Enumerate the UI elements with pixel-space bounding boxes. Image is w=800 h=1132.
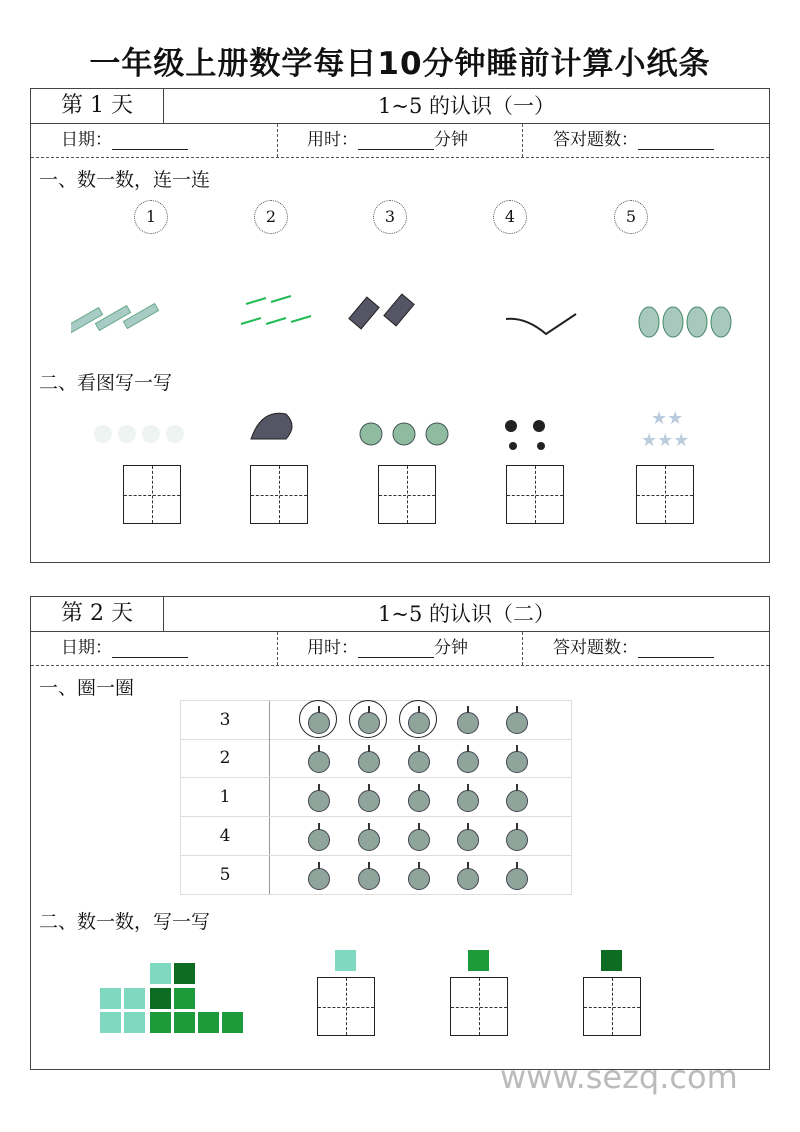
write-box[interactable] bbox=[250, 465, 308, 524]
apple-icon[interactable] bbox=[457, 712, 479, 734]
time-label: 用时： bbox=[307, 130, 358, 150]
number-circle[interactable]: 3 bbox=[373, 200, 407, 234]
time-field[interactable] bbox=[358, 131, 434, 150]
date-field[interactable] bbox=[112, 639, 188, 658]
write-box[interactable] bbox=[506, 465, 564, 524]
day1-info-row bbox=[31, 124, 769, 158]
time-unit: 分钟 bbox=[434, 130, 468, 150]
circle-mark bbox=[299, 700, 337, 738]
mid-block-sample bbox=[468, 950, 489, 971]
apple-icon[interactable] bbox=[308, 751, 330, 773]
mid-block bbox=[150, 1012, 171, 1033]
divider bbox=[277, 124, 278, 157]
number-circle[interactable]: 5 bbox=[614, 200, 648, 234]
apple-icon[interactable] bbox=[506, 829, 528, 851]
dark-block bbox=[150, 988, 171, 1009]
apple-icon[interactable] bbox=[457, 751, 479, 773]
write-box[interactable] bbox=[583, 977, 641, 1036]
svg-text:★★★: ★★★ bbox=[641, 430, 690, 451]
row-count: 1 bbox=[181, 778, 270, 816]
row-count: 3 bbox=[181, 701, 270, 739]
divider bbox=[277, 632, 278, 665]
pineapples-icon bbox=[639, 307, 731, 337]
day2-header bbox=[31, 597, 769, 632]
day1-card bbox=[30, 88, 770, 563]
page-title: 一年级上册数学每日10分钟睡前计算小纸条 bbox=[89, 46, 711, 82]
apple-icon[interactable] bbox=[408, 868, 430, 890]
erasers-icon bbox=[349, 294, 414, 329]
number-circle[interactable]: 1 bbox=[134, 200, 168, 234]
light-block bbox=[100, 1012, 121, 1033]
divider bbox=[522, 124, 523, 157]
light-block bbox=[124, 1012, 145, 1033]
light-block bbox=[100, 988, 121, 1009]
light-block-sample bbox=[335, 950, 356, 971]
write-box[interactable] bbox=[636, 465, 694, 524]
apple-icon[interactable] bbox=[308, 868, 330, 890]
apple-icon[interactable] bbox=[457, 868, 479, 890]
apple-icon[interactable] bbox=[358, 829, 380, 851]
apple-icon[interactable] bbox=[457, 829, 479, 851]
date-label: 日期： bbox=[61, 130, 112, 150]
apple-icon[interactable] bbox=[506, 712, 528, 734]
day1-title: 1~5 的认识（一） bbox=[378, 94, 555, 118]
day2-section2-heading: 二、数一数，写一写 bbox=[39, 911, 211, 933]
day2-title: 1~5 的认识（二） bbox=[378, 602, 555, 626]
apple-icon[interactable] bbox=[506, 868, 528, 890]
book-icon bbox=[506, 314, 576, 334]
apple-icon[interactable] bbox=[308, 790, 330, 812]
time-field[interactable] bbox=[358, 639, 434, 658]
snowmen-icon bbox=[94, 425, 184, 443]
dark-block bbox=[174, 963, 195, 984]
circle-mark bbox=[349, 700, 387, 738]
write-box[interactable] bbox=[378, 465, 436, 524]
day1-header bbox=[31, 89, 769, 124]
time-label: 用时： bbox=[307, 638, 358, 658]
day1-section2-heading: 二、看图写一写 bbox=[39, 372, 173, 394]
light-block bbox=[124, 988, 145, 1009]
apples-icon bbox=[360, 423, 448, 445]
write-box[interactable] bbox=[123, 465, 181, 524]
divider bbox=[522, 632, 523, 665]
dark-block-sample bbox=[601, 950, 622, 971]
day2-label: 第 2 天 bbox=[31, 597, 164, 631]
apple-icon[interactable] bbox=[358, 751, 380, 773]
row-count: 2 bbox=[181, 739, 270, 777]
correct-field[interactable] bbox=[638, 131, 714, 150]
apple-icon[interactable] bbox=[506, 790, 528, 812]
candies-icon bbox=[241, 296, 311, 324]
date-field[interactable] bbox=[112, 131, 188, 150]
day1-match-pictures bbox=[71, 284, 751, 344]
apple-icon[interactable] bbox=[358, 790, 380, 812]
correct-field[interactable] bbox=[638, 639, 714, 658]
pandas-icon bbox=[505, 420, 545, 450]
row-count: 5 bbox=[181, 856, 270, 894]
stars-icon bbox=[641, 408, 689, 451]
day1-section1-heading: 一、数一数，连一连 bbox=[39, 169, 211, 191]
row-count: 4 bbox=[181, 817, 270, 855]
day2-info-row bbox=[31, 632, 769, 666]
watermark: www.sezq.com bbox=[500, 1058, 738, 1096]
mid-block bbox=[174, 1012, 195, 1033]
apple-icon[interactable] bbox=[506, 751, 528, 773]
apple-icon[interactable] bbox=[308, 829, 330, 851]
apple-icon[interactable] bbox=[408, 790, 430, 812]
pencils-icon bbox=[71, 304, 159, 333]
mid-block bbox=[174, 988, 195, 1009]
time-unit: 分钟 bbox=[434, 638, 468, 658]
day2-section1-heading: 一、圈一圈 bbox=[39, 677, 135, 699]
date-label: 日期： bbox=[61, 638, 112, 658]
write-box[interactable] bbox=[450, 977, 508, 1036]
apple-icon[interactable] bbox=[457, 790, 479, 812]
apple-icon[interactable] bbox=[358, 868, 380, 890]
mid-block bbox=[222, 1012, 243, 1033]
day1-count-pictures bbox=[91, 404, 731, 454]
apple-icon[interactable] bbox=[408, 829, 430, 851]
day1-label: 第 1 天 bbox=[31, 89, 164, 123]
circle-mark bbox=[399, 700, 437, 738]
mid-block bbox=[198, 1012, 219, 1033]
number-circle[interactable]: 2 bbox=[254, 200, 288, 234]
write-box[interactable] bbox=[317, 977, 375, 1036]
svg-text:★★: ★★ bbox=[651, 408, 684, 429]
cap-icon bbox=[251, 413, 292, 439]
apple-icon[interactable] bbox=[408, 751, 430, 773]
correct-label: 答对题数： bbox=[553, 638, 638, 658]
number-circle[interactable]: 4 bbox=[493, 200, 527, 234]
correct-label: 答对题数： bbox=[553, 130, 638, 150]
light-block bbox=[150, 963, 171, 984]
